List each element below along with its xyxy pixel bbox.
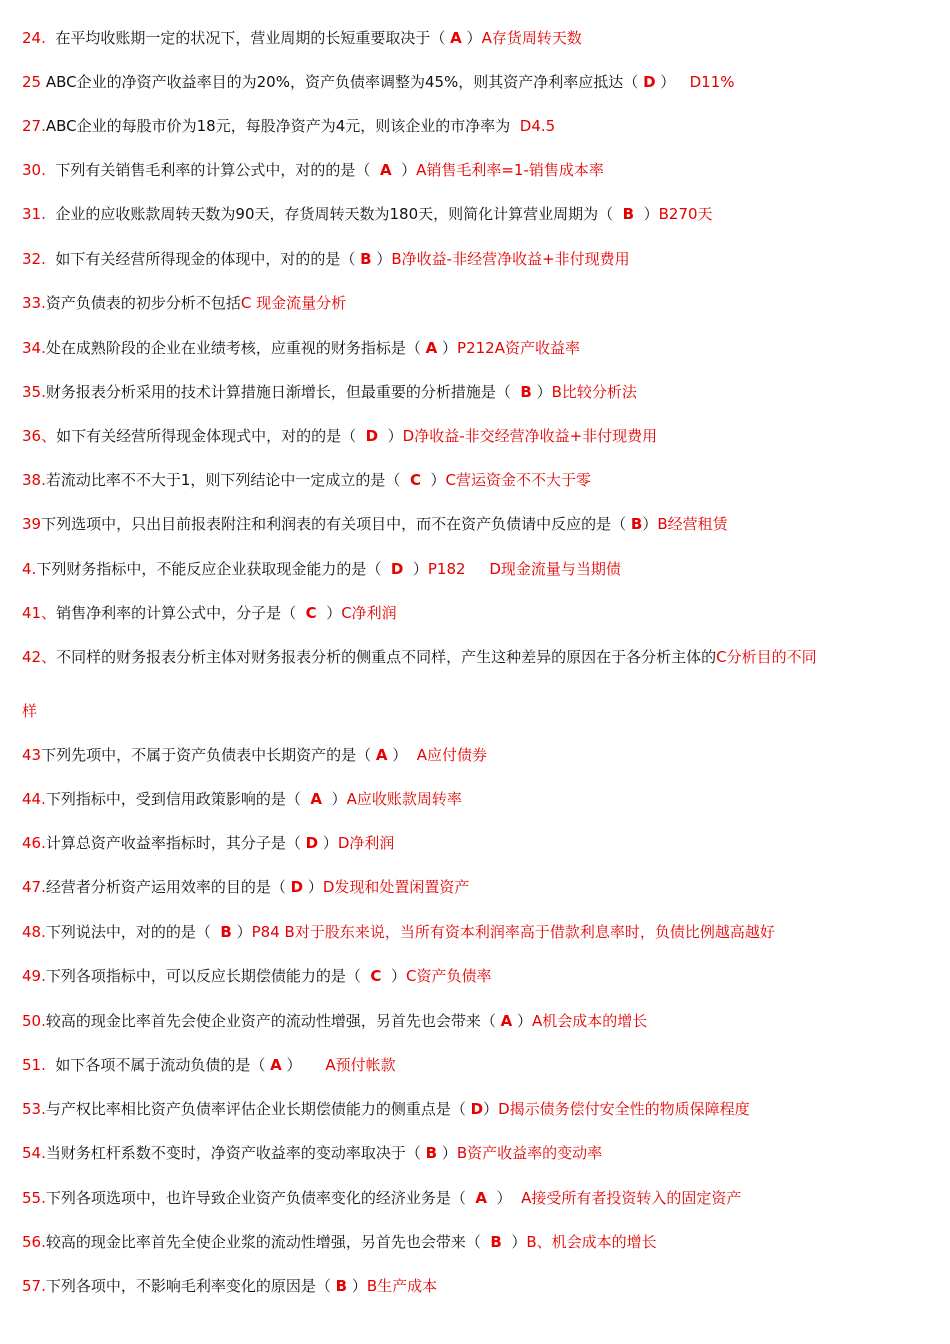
question-number: 55. bbox=[22, 1189, 46, 1207]
answer-text: A接受所有者投资转入的固定资产 bbox=[521, 1189, 742, 1207]
question-number: 44. bbox=[22, 790, 46, 808]
answer-text: D11% bbox=[689, 73, 735, 91]
question-close: ） bbox=[420, 471, 446, 489]
answer-text: C分析目的不同 bbox=[716, 648, 817, 666]
question-text: 下列各项中，不影响毛利率变化的原因是（ bbox=[45, 1277, 336, 1295]
answer-text: B经营租赁 bbox=[657, 515, 728, 533]
question-line bbox=[22, 966, 491, 986]
answer-letter: D bbox=[390, 560, 404, 578]
question-number: 36、 bbox=[22, 427, 57, 445]
answer-text: A机会成本的增长 bbox=[532, 1012, 648, 1030]
answer-text: C资产负债率 bbox=[405, 967, 492, 985]
question-close: ） bbox=[437, 339, 458, 357]
question-close: ） bbox=[461, 29, 482, 47]
question-line bbox=[22, 1232, 657, 1252]
answer-letter: D bbox=[470, 1100, 484, 1118]
question-line bbox=[22, 789, 462, 809]
question-number: 33. bbox=[22, 294, 46, 312]
question-line bbox=[22, 877, 469, 897]
question-line bbox=[22, 204, 713, 224]
question-text: 如下有关经营所得现金体现式中，对的的是（ bbox=[56, 427, 366, 445]
answer-letter: B bbox=[335, 1277, 348, 1295]
question-number: 51. bbox=[22, 1056, 46, 1074]
question-line bbox=[22, 28, 582, 48]
question-number: 34. bbox=[22, 339, 46, 357]
question-close: ） bbox=[318, 834, 338, 852]
question-text: ABC企业的净资产收益率目的为20%，资产负债率调整为45%，则其资产净利率应抵达（ bbox=[41, 73, 644, 91]
question-number: 31. bbox=[22, 205, 46, 223]
answer-text: P182 D现金流量与当期债 bbox=[427, 560, 621, 578]
question-number: 4. bbox=[22, 560, 37, 578]
answer-letter: A bbox=[270, 1056, 282, 1074]
question-line bbox=[22, 338, 580, 358]
question-number: 39 bbox=[22, 515, 42, 533]
question-text: 企业的应收账款周转天数为90天，存货周转天数为180天，则简化计算营业周期为（ bbox=[45, 205, 623, 223]
question-line bbox=[22, 1011, 647, 1031]
question-text: 下列指标中，受到信用政策影响的是（ bbox=[45, 790, 311, 808]
answer-text: D4.5 bbox=[519, 117, 556, 135]
question-line bbox=[22, 1143, 602, 1163]
answer-letter: A bbox=[475, 1189, 488, 1207]
question-line bbox=[22, 514, 728, 534]
answer-text: A应收账款周转率 bbox=[346, 790, 462, 808]
answer-text: D净利润 bbox=[337, 834, 395, 852]
question-text: 下列财务指标中，不能反应企业获取现金能力的是（ bbox=[36, 560, 391, 578]
answer-text: P84 B对于股东来说，当所有资本利润率高于借款利息率时，负债比例越高越好 bbox=[251, 923, 775, 941]
question-close: ） bbox=[371, 250, 392, 268]
question-text: 较高的现金比率首先全使企业浆的流动性增强，另首先也会带来（ bbox=[45, 1233, 491, 1251]
answer-letter: A bbox=[500, 1012, 513, 1030]
answer-text: A应付债券 bbox=[416, 746, 488, 764]
question-close: ） bbox=[531, 383, 552, 401]
answer-letter: C bbox=[305, 604, 317, 622]
question-line bbox=[22, 1099, 750, 1119]
question-text: 当财务杠杆系数不变时，净资产收益率的变动率取决于（ bbox=[45, 1144, 426, 1162]
answer-text: B净收益-非经营净收益+非付现费用 bbox=[391, 250, 630, 268]
answer-text: C净利润 bbox=[341, 604, 397, 622]
question-line bbox=[22, 1276, 437, 1296]
answer-letter: A bbox=[310, 790, 323, 808]
answer-text: C 现金流量分析 bbox=[240, 294, 347, 312]
question-text: ABC企业的每股市价为18元，每股净资产为4元，则该企业的市净率为 bbox=[45, 117, 520, 135]
question-line bbox=[22, 647, 817, 667]
question-text: 资产负债表的初步分析不包括 bbox=[45, 294, 241, 312]
answer-text: 样 bbox=[22, 702, 38, 720]
question-text: 若流动比率不不大于1，则下列结论中一定成立的是（ bbox=[45, 471, 410, 489]
question-close: ） bbox=[316, 604, 342, 622]
question-number: 43 bbox=[22, 746, 42, 764]
answer-text: B、机会成本的增长 bbox=[526, 1233, 657, 1251]
question-number: 25 bbox=[22, 73, 42, 91]
question-close: ） bbox=[512, 1012, 533, 1030]
question-text: 下列选项中，只出目前报表附注和利润表的有关项目中，而不在资产负债请中反应的是（ bbox=[41, 515, 631, 533]
answer-letter: B bbox=[425, 1144, 438, 1162]
question-line bbox=[22, 382, 637, 402]
question-text: 销售净利率的计算公式中，分子是（ bbox=[56, 604, 306, 622]
answer-text: A存货周转天数 bbox=[481, 29, 582, 47]
answer-text: D发现和处置闲置资产 bbox=[322, 878, 470, 896]
question-text: 如下有关经营所得现金的体现中，对的的是（ bbox=[45, 250, 361, 268]
question-text: 在平均收账期一定的状况下，营业周期的长短重要取决于（ bbox=[45, 29, 451, 47]
question-number: 42、 bbox=[22, 648, 57, 666]
answer-text: D揭示债务偿付安全性的物质保障程度 bbox=[498, 1100, 750, 1118]
question-close: ） bbox=[322, 790, 347, 808]
question-text: 下列有关销售毛利率的计算公式中，对的的是（ bbox=[45, 161, 380, 179]
answer-text: B270天 bbox=[658, 205, 713, 223]
question-number: 57. bbox=[22, 1277, 46, 1295]
answer-text: A预付帐款 bbox=[325, 1056, 396, 1074]
answer-letter: D bbox=[643, 73, 656, 91]
question-number: 56. bbox=[22, 1233, 46, 1251]
question-close: ） bbox=[378, 427, 403, 445]
question-line bbox=[22, 559, 621, 579]
question-number: 27. bbox=[22, 117, 46, 135]
answer-letter: A bbox=[379, 161, 392, 179]
question-text: 处在成熟阶段的企业在业绩考核，应重视的财务指标是（ bbox=[45, 339, 426, 357]
question-line bbox=[22, 249, 630, 269]
answer-letter: C bbox=[409, 471, 421, 489]
question-line bbox=[22, 701, 37, 721]
question-text: 下列说法中，对的的是（ bbox=[45, 923, 221, 941]
question-close: ） bbox=[655, 73, 690, 91]
question-line bbox=[22, 293, 346, 313]
question-line bbox=[22, 922, 775, 942]
question-number: 50. bbox=[22, 1012, 46, 1030]
question-close: ） bbox=[381, 967, 406, 985]
question-line bbox=[22, 745, 487, 765]
answer-letter: A bbox=[375, 746, 388, 764]
question-line bbox=[22, 1188, 741, 1208]
question-line bbox=[22, 1055, 396, 1075]
question-line bbox=[22, 116, 555, 136]
question-close: ） bbox=[487, 1189, 522, 1207]
question-text: 如下各项不属于流动负债的是（ bbox=[45, 1056, 271, 1074]
answer-text: A销售毛利率=1-销售成本率 bbox=[416, 161, 604, 179]
question-close: ） bbox=[437, 1144, 457, 1162]
answer-letter: B bbox=[360, 250, 372, 268]
question-number: 49. bbox=[22, 967, 46, 985]
question-close: ） bbox=[642, 515, 658, 533]
question-text: 较高的现金比率首先会使企业资产的流动性增强，另首先也会带来（ bbox=[45, 1012, 501, 1030]
question-line bbox=[22, 160, 604, 180]
question-line bbox=[22, 603, 397, 623]
question-line bbox=[22, 470, 591, 490]
question-close: ） bbox=[231, 923, 252, 941]
question-text: 下列各项选项中，也许导致企业资产负债率变化的经济业务是（ bbox=[45, 1189, 476, 1207]
question-number: 46. bbox=[22, 834, 46, 852]
answer-text: B生产成本 bbox=[366, 1277, 438, 1295]
question-close: ） bbox=[501, 1233, 527, 1251]
question-number: 48. bbox=[22, 923, 46, 941]
answer-letter: D bbox=[290, 878, 304, 896]
question-close: ） bbox=[634, 205, 659, 223]
answer-text: B资产收益率的变动率 bbox=[456, 1144, 603, 1162]
answer-letter: B bbox=[220, 923, 232, 941]
question-number: 41、 bbox=[22, 604, 57, 622]
question-close: ） bbox=[281, 1056, 326, 1074]
question-line bbox=[22, 426, 657, 446]
question-text: 与产权比率相比资产负债率评估企业长期偿债能力的侧重点是（ bbox=[45, 1100, 471, 1118]
answer-letter: C bbox=[370, 967, 382, 985]
question-number: 24. bbox=[22, 29, 46, 47]
answer-letter: A bbox=[425, 339, 438, 357]
answer-text: C营运资金不不大于零 bbox=[445, 471, 591, 489]
question-line bbox=[22, 72, 735, 92]
answer-letter: A bbox=[450, 29, 462, 47]
question-number: 32. bbox=[22, 250, 46, 268]
answer-text: D净收益-非交经营净收益+非付现费用 bbox=[402, 427, 658, 445]
answer-letter: D bbox=[365, 427, 379, 445]
question-number: 54. bbox=[22, 1144, 46, 1162]
answer-letter: B bbox=[622, 205, 635, 223]
answer-letter: B bbox=[630, 515, 643, 533]
question-number: 35. bbox=[22, 383, 46, 401]
question-text: 计算总资产收益率指标时，其分子是（ bbox=[45, 834, 306, 852]
question-number: 53. bbox=[22, 1100, 46, 1118]
question-number: 38. bbox=[22, 471, 46, 489]
question-close: ） bbox=[391, 161, 417, 179]
question-number: 30. bbox=[22, 161, 46, 179]
question-line bbox=[22, 833, 394, 853]
answer-letter: B bbox=[490, 1233, 502, 1251]
question-text: 经营者分析资产运用效率的目的是（ bbox=[45, 878, 291, 896]
question-close: ） bbox=[403, 560, 428, 578]
question-close: ） bbox=[303, 878, 323, 896]
answer-letter: D bbox=[305, 834, 319, 852]
question-text: 财务报表分析采用的技术计算措施日渐增长，但最重要的分析措施是（ bbox=[45, 383, 521, 401]
question-text: 下列各项指标中，可以反应长期偿债能力的是（ bbox=[45, 967, 371, 985]
answer-letter: B bbox=[520, 383, 532, 401]
question-close: ） bbox=[347, 1277, 367, 1295]
answer-text: P212A资产收益率 bbox=[457, 339, 580, 357]
question-close: ） bbox=[483, 1100, 499, 1118]
question-text: 下列先项中，不属于资产负债表中长期资产的是（ bbox=[41, 746, 376, 764]
question-number: 47. bbox=[22, 878, 46, 896]
question-close: ） bbox=[387, 746, 417, 764]
question-text: 不同样的财务报表分析主体对财务报表分析的侧重点不同样，产生这种差异的原因在于各分析主体的 bbox=[56, 648, 717, 666]
answer-text: B比较分析法 bbox=[551, 383, 637, 401]
